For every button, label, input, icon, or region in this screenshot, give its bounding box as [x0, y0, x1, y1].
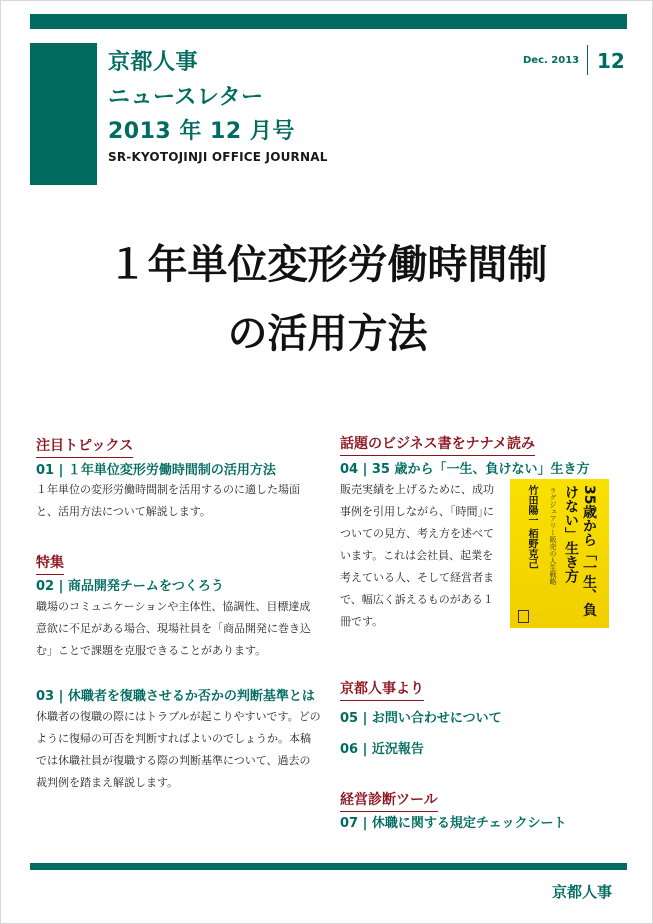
newsletter-type: ニュースレター: [108, 85, 264, 110]
topic-02-desc: 職場のコミュニケーションや主体性、協調性、目標達成意欲に不足がある場合、現場社員を「商品開発に巻き込む」ことで課題を克服できることがあります。: [36, 600, 311, 657]
issue-number: 12: [597, 49, 625, 73]
newsletter-name: 京都人事: [108, 50, 199, 75]
bottom-bar: [30, 863, 627, 870]
issue-date: Dec. 2013: [523, 55, 580, 66]
topic-04[interactable]: 04 | 35 歳から「一生、負けない」生き方: [340, 462, 590, 477]
top-bar: [30, 14, 627, 29]
office-heading: 京都人事より: [340, 678, 424, 701]
topic-01[interactable]: 01 | １年単位変形労働時間制の活用方法: [36, 463, 276, 478]
topic-07[interactable]: 07 | 休職に関する規定チェックシート: [340, 816, 567, 831]
main-title: [1, 231, 653, 369]
tools-heading: 経営診断ツール: [340, 789, 438, 812]
topic-05[interactable]: 05 | お問い合わせについて: [340, 711, 502, 726]
topic-03[interactable]: 03 | 休職者を復職させるか否かの判断基準とは: [36, 689, 315, 704]
book-cover-subtitle: ラグジュアリー販売の人生戦略: [549, 487, 557, 585]
main-title-line1: １年単位変形労働時間制: [107, 242, 548, 288]
header-side-block: [30, 43, 97, 185]
main-title-line2: の活用方法: [227, 311, 428, 357]
newsletter-subtitle: SR-KYOTOJINJI OFFICE JOURNAL: [108, 150, 328, 164]
topic-01-desc: １年単位の変形労働時間制を活用するのに適した場面と、活用方法について解説します。: [36, 483, 300, 518]
topic-02[interactable]: 02 | 商品開発チームをつくろう: [36, 579, 224, 594]
newsletter-issue: 2013 年 12 月号: [108, 119, 295, 144]
book-cover-title: 35歳から「一生、負けない」生き方: [563, 485, 597, 617]
topics-heading: 注目トピックス: [36, 435, 133, 458]
footer-name: 京都人事: [551, 883, 612, 901]
book-cover: [510, 479, 609, 628]
book-cover-author: 竹田陽一 栢野克己: [526, 485, 537, 569]
books-heading: 話題のビジネス書をナナメ読み: [340, 433, 535, 456]
topic-06[interactable]: 06 | 近況報告: [340, 742, 424, 757]
topic-03-desc: 休職者の復職の際にはトラブルが起こりやすいです。どのように復帰の可否を判断すればよいのでしょうか。本稿では休職社員が復職する際の判断基準について、過去の裁判例を踏まえ解説します。: [36, 710, 321, 789]
topic-04-desc: 販売実績を上げるために、成功事例を引用しながら、｢時間｣についての見方、考え方を述べています。これは会社員、起業を考えている人、そして経営者まで、幅広く訴えるものがある１冊です。: [340, 483, 494, 628]
special-heading: 特集: [36, 552, 64, 575]
publisher-logo-icon: [518, 610, 529, 623]
issue-divider: [587, 45, 588, 75]
